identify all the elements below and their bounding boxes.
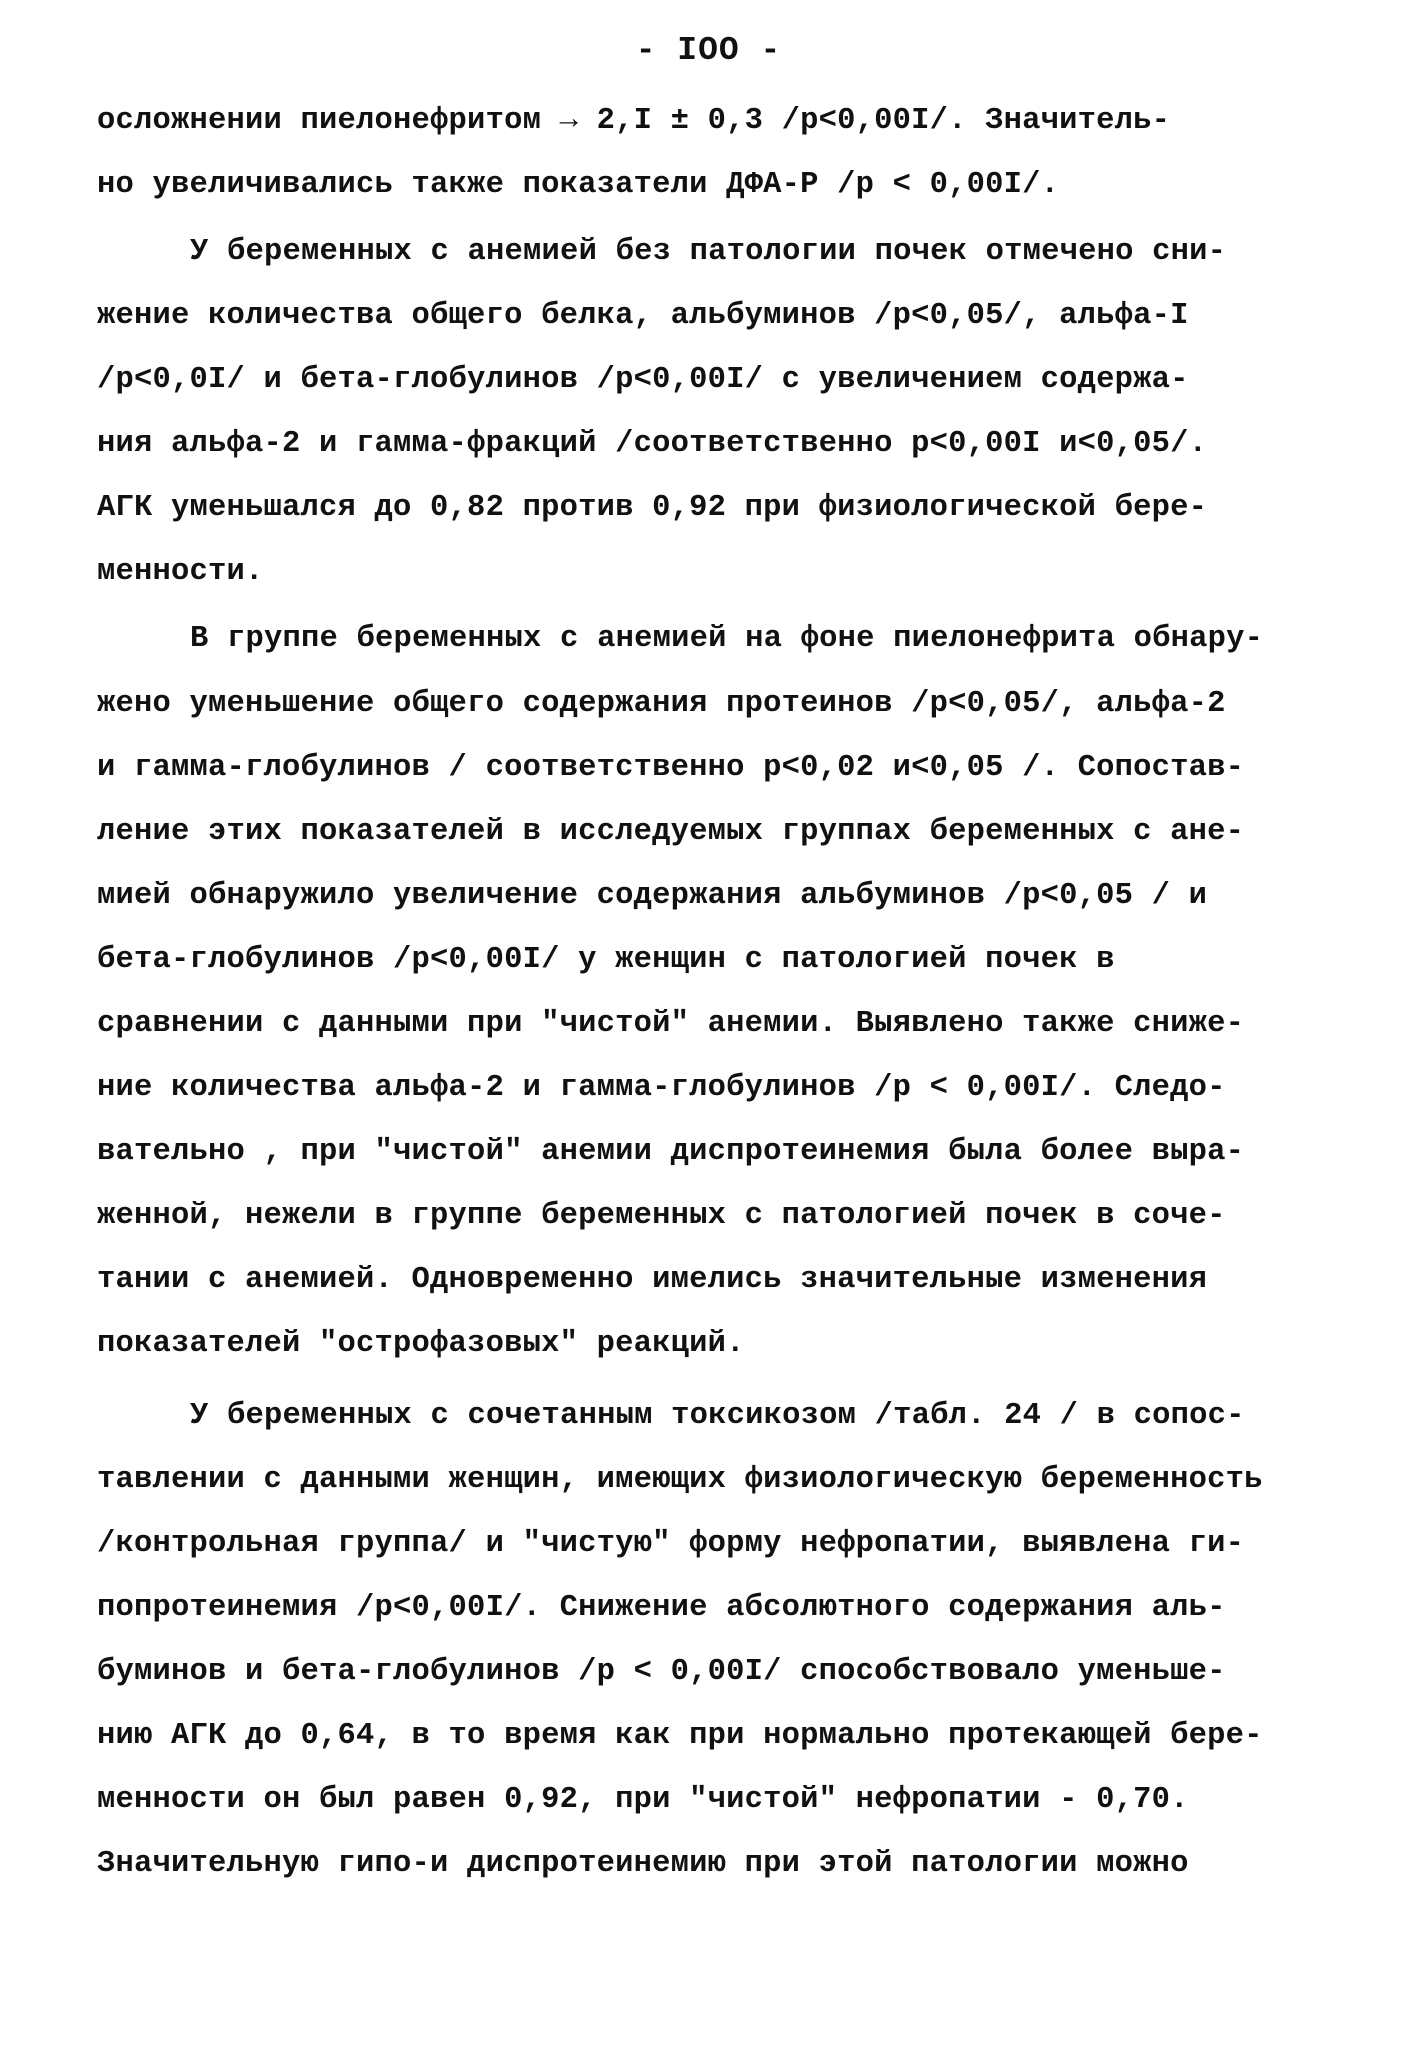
text-line: сравнении с данными при "чистой" анемии. Выявлено также сниже- <box>97 1007 1245 1041</box>
text-line: /р<0,0I/ и бета-глобулинов /р<0,00I/ с увеличением содержа- <box>97 363 1189 397</box>
text-line: попротеинемия /р<0,00I/. Снижение абсолютного содержания аль- <box>97 1591 1226 1625</box>
text-line: нию АГК до 0,64, в то время как при нормально протекающей бере- <box>97 1719 1263 1753</box>
text-line: и гамма-глобулинов / соответственно р<0,02 и<0,05 /. Сопостав- <box>97 751 1245 785</box>
text-line: менности. <box>97 555 264 589</box>
text-line: женной, нежели в группе беременных с патологией почек в соче- <box>97 1199 1226 1233</box>
page-number: - IOO - <box>635 32 782 69</box>
text-line: мией обнаружило увеличение содержания альбуминов /р<0,05 / и <box>97 879 1208 913</box>
text-line: Значительную гипо-и диспротеинемию при этой патологии можно <box>97 1847 1189 1881</box>
text-line: тании с анемией. Одновременно имелись значительные изменения <box>97 1263 1208 1297</box>
text-line: вательно , при "чистой" анемии диспротеинемия была более выра- <box>97 1135 1245 1169</box>
text-line: /контрольная группа/ и "чистую" форму нефропатии, выявлена ги- <box>97 1527 1245 1561</box>
text-line: менности он был равен 0,92, при "чистой" нефропатии - 0,70. <box>97 1783 1189 1817</box>
text-line: бета-глобулинов /р<0,00I/ у женщин с патологией почек в <box>97 943 1115 977</box>
text-line: ление этих показателей в исследуемых группах беременных с ане- <box>97 815 1245 849</box>
text-line: буминов и бета-глобулинов /р < 0,00I/ способствовало уменьше- <box>97 1655 1226 1689</box>
text-line: жение количества общего белка, альбуминов /р<0,05/, альфа-I <box>97 299 1189 333</box>
text-line: ния альфа-2 и гамма-фракций /соответственно р<0,00I и<0,05/. <box>97 427 1208 461</box>
text-line: показателей "острофазовых" реакций. <box>97 1327 745 1361</box>
text-line: ние количества альфа-2 и гамма-глобулинов /р < 0,00I/. Следо- <box>97 1071 1226 1105</box>
text-line: осложнении пиелонефритом → 2,I ± 0,3 /р<0,00I/. Значитель- <box>97 104 1171 138</box>
text-line: тавлении с данными женщин, имеющих физиологическую беременность <box>97 1463 1263 1497</box>
text-line: но увеличивались также показатели ДФА-Р /р < 0,00I/. <box>97 168 1060 202</box>
text-line: жено уменьшение общего содержания протеинов /р<0,05/, альфа-2 <box>97 687 1226 721</box>
text-line: У беременных с анемией без патологии почек отмечено сни- <box>190 235 1227 269</box>
text-line: В группе беременных с анемией на фоне пиелонефрита обнару- <box>190 622 1264 656</box>
text-line: АГК уменьшался до 0,82 против 0,92 при физиологической бере- <box>97 491 1208 525</box>
text-line: У беременных с сочетанным токсикозом /табл. 24 / в сопос- <box>190 1399 1245 1433</box>
